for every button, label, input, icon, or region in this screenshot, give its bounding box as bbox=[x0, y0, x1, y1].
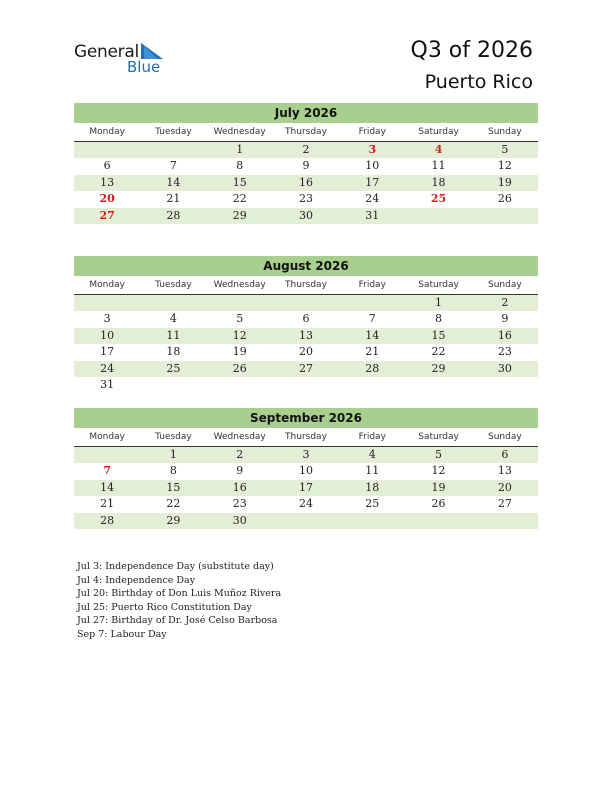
weekday-header-row bbox=[74, 124, 538, 142]
weekday-label: Saturday bbox=[418, 127, 459, 137]
day-cell: 3 bbox=[302, 448, 310, 461]
day-cell: 13 bbox=[100, 175, 115, 189]
weekday-label: Wednesday bbox=[213, 280, 266, 290]
weekday-label: Tuesday bbox=[155, 280, 192, 290]
day-cell: 12 bbox=[232, 328, 247, 342]
logo-blue-text: Blue bbox=[127, 58, 161, 76]
day-cell: 2 bbox=[501, 296, 509, 309]
weekday-label: Monday bbox=[89, 127, 125, 137]
holiday-item: Sep 7: Labour Day bbox=[77, 628, 167, 640]
day-cell bbox=[273, 377, 339, 393]
week-row bbox=[74, 480, 538, 496]
day-cell: 7 bbox=[103, 464, 111, 478]
month-september bbox=[74, 408, 538, 529]
weekday-label: Tuesday bbox=[155, 432, 192, 442]
day-cell: 24 bbox=[298, 497, 313, 511]
day-cell: 22 bbox=[431, 345, 446, 359]
weekday-label: Sunday bbox=[487, 280, 522, 290]
day-cell: 7 bbox=[368, 312, 376, 326]
week-row bbox=[74, 142, 538, 158]
month-title: August 2026 bbox=[74, 256, 538, 276]
day-cell: 22 bbox=[232, 192, 247, 206]
day-cell: 28 bbox=[365, 361, 380, 375]
day-cell: 16 bbox=[232, 480, 247, 494]
day-cell bbox=[140, 377, 206, 393]
day-cell: 25 bbox=[365, 497, 380, 511]
day-cell: 22 bbox=[166, 497, 181, 511]
day-cell: 18 bbox=[365, 480, 380, 494]
holiday-item: Jul 27: Birthday of Dr. José Celso Barbosa bbox=[77, 615, 278, 626]
day-cell: 13 bbox=[298, 328, 313, 342]
day-cell: 26 bbox=[431, 497, 446, 511]
day-cell: 10 bbox=[298, 464, 313, 478]
weekday-label: Wednesday bbox=[213, 432, 266, 442]
day-cell: 11 bbox=[365, 464, 380, 478]
day-cell: 4 bbox=[368, 448, 376, 461]
holiday-list bbox=[77, 560, 281, 641]
day-cell: 24 bbox=[365, 192, 380, 206]
day-cell: 6 bbox=[501, 448, 509, 461]
day-cell: 5 bbox=[501, 143, 509, 156]
holiday-item: Jul 3: Independence Day (substitute day) bbox=[77, 561, 274, 572]
day-cell bbox=[405, 377, 471, 393]
day-cell: 17 bbox=[100, 345, 115, 359]
day-cell: 1 bbox=[169, 448, 177, 461]
day-cell: 20 bbox=[298, 345, 313, 359]
weekday-label: Friday bbox=[358, 127, 386, 137]
day-cell: 1 bbox=[236, 143, 244, 156]
day-cell: 14 bbox=[365, 328, 380, 342]
day-cell: 12 bbox=[431, 464, 446, 478]
day-cell: 15 bbox=[431, 328, 446, 342]
day-cell: 5 bbox=[435, 448, 443, 461]
day-cell: 30 bbox=[298, 208, 313, 222]
weekday-header-row bbox=[74, 429, 538, 447]
week-row bbox=[74, 447, 538, 463]
week-row bbox=[74, 191, 538, 207]
day-cell bbox=[405, 208, 471, 224]
day-cell bbox=[339, 377, 405, 393]
day-cell: 25 bbox=[430, 192, 447, 206]
day-cell: 6 bbox=[103, 159, 111, 173]
day-cell: 18 bbox=[166, 345, 181, 359]
week-row bbox=[74, 158, 538, 174]
day-cell: 11 bbox=[431, 159, 446, 173]
day-cell: 14 bbox=[166, 175, 181, 189]
week-row bbox=[74, 361, 538, 377]
month-title: July 2026 bbox=[74, 103, 538, 123]
weekday-label: Friday bbox=[358, 432, 386, 442]
day-cell: 28 bbox=[100, 513, 115, 527]
day-cell bbox=[273, 295, 339, 311]
day-cell bbox=[140, 295, 206, 311]
day-cell: 30 bbox=[497, 361, 512, 375]
week-row bbox=[74, 328, 538, 344]
day-cell: 9 bbox=[302, 159, 310, 173]
day-cell: 8 bbox=[236, 159, 244, 173]
day-cell bbox=[207, 377, 273, 393]
day-cell bbox=[472, 208, 538, 224]
day-cell bbox=[405, 513, 471, 529]
logo-triangle-icon bbox=[141, 43, 163, 59]
month-august bbox=[74, 256, 538, 393]
day-cell: 20 bbox=[497, 480, 512, 494]
day-cell: 19 bbox=[431, 480, 446, 494]
day-cell bbox=[140, 142, 206, 158]
day-cell: 14 bbox=[100, 480, 115, 494]
day-cell: 17 bbox=[298, 480, 313, 494]
day-cell: 19 bbox=[497, 175, 512, 189]
weekday-label: Monday bbox=[89, 280, 125, 290]
day-cell: 31 bbox=[365, 208, 380, 222]
day-cell: 29 bbox=[431, 361, 446, 375]
day-cell: 18 bbox=[431, 175, 446, 189]
weekday-label: Monday bbox=[89, 432, 125, 442]
day-cell: 26 bbox=[232, 361, 247, 375]
day-cell bbox=[339, 513, 405, 529]
month-july bbox=[74, 103, 538, 224]
page-title: Q3 of 2026 bbox=[410, 38, 533, 63]
weekday-label: Thursday bbox=[285, 432, 327, 442]
day-cell: 27 bbox=[497, 497, 512, 511]
week-row bbox=[74, 295, 538, 311]
day-cell: 23 bbox=[232, 497, 247, 511]
week-row bbox=[74, 344, 538, 360]
week-row bbox=[74, 463, 538, 479]
holiday-item: Jul 25: Puerto Rico Constitution Day bbox=[77, 601, 252, 613]
day-cell: 17 bbox=[365, 175, 380, 189]
weekday-label: Wednesday bbox=[213, 127, 266, 137]
day-cell: 9 bbox=[501, 312, 509, 326]
day-cell: 19 bbox=[232, 345, 247, 359]
day-cell: 2 bbox=[302, 143, 310, 156]
day-cell: 21 bbox=[166, 192, 181, 206]
day-cell: 12 bbox=[497, 159, 512, 173]
day-cell: 13 bbox=[497, 464, 512, 478]
month-title: September 2026 bbox=[74, 408, 538, 428]
day-cell bbox=[207, 295, 273, 311]
day-cell bbox=[273, 513, 339, 529]
generalblue-logo bbox=[74, 42, 174, 78]
day-cell: 3 bbox=[103, 312, 111, 326]
day-cell: 30 bbox=[232, 513, 247, 527]
day-cell: 27 bbox=[298, 361, 313, 375]
logo-general-text: General bbox=[74, 42, 139, 62]
day-cell: 29 bbox=[232, 208, 247, 222]
day-cell: 27 bbox=[99, 208, 115, 222]
week-row bbox=[74, 311, 538, 327]
day-cell: 5 bbox=[236, 312, 244, 326]
week-row bbox=[74, 377, 538, 393]
week-row bbox=[74, 513, 538, 529]
weekday-header-row bbox=[74, 277, 538, 295]
day-cell: 25 bbox=[166, 361, 181, 375]
weekday-label: Saturday bbox=[418, 432, 459, 442]
week-row bbox=[74, 208, 538, 224]
day-cell: 29 bbox=[166, 513, 181, 527]
day-cell: 2 bbox=[236, 448, 244, 461]
weekday-label: Tuesday bbox=[155, 127, 192, 137]
day-cell bbox=[74, 447, 140, 463]
day-cell: 10 bbox=[365, 159, 380, 173]
holiday-item: Jul 4: Independence Day bbox=[77, 574, 196, 586]
week-row bbox=[74, 496, 538, 512]
day-cell bbox=[74, 295, 140, 311]
day-cell: 10 bbox=[100, 328, 115, 342]
day-cell: 8 bbox=[435, 312, 443, 326]
day-cell: 7 bbox=[169, 159, 177, 173]
day-cell: 23 bbox=[298, 192, 313, 206]
day-cell: 15 bbox=[166, 480, 181, 494]
day-cell: 21 bbox=[365, 345, 380, 359]
day-cell: 9 bbox=[236, 464, 244, 478]
day-cell: 3 bbox=[368, 143, 377, 156]
day-cell bbox=[74, 142, 140, 158]
day-cell: 26 bbox=[497, 192, 512, 206]
day-cell: 8 bbox=[169, 464, 177, 478]
day-cell: 23 bbox=[497, 345, 512, 359]
day-cell: 16 bbox=[497, 328, 512, 342]
day-cell: 31 bbox=[100, 377, 115, 391]
holiday-item: Jul 20: Birthday of Don Luis Muñoz Rivera bbox=[77, 588, 282, 599]
weekday-label: Friday bbox=[358, 280, 386, 290]
day-cell: 20 bbox=[99, 192, 115, 206]
day-cell: 24 bbox=[100, 361, 115, 375]
day-cell: 15 bbox=[232, 175, 247, 189]
day-cell: 16 bbox=[298, 175, 313, 189]
weekday-label: Thursday bbox=[285, 280, 327, 290]
day-cell: 4 bbox=[169, 312, 177, 326]
page-subtitle: Puerto Rico bbox=[424, 71, 533, 93]
day-cell: 4 bbox=[434, 143, 443, 156]
day-cell: 11 bbox=[166, 328, 181, 342]
week-row bbox=[74, 175, 538, 191]
day-cell: 21 bbox=[100, 497, 115, 511]
day-cell: 6 bbox=[302, 312, 310, 326]
day-cell: 28 bbox=[166, 208, 181, 222]
weekday-label: Sunday bbox=[487, 432, 522, 442]
weekday-label: Thursday bbox=[285, 127, 327, 137]
day-cell: 1 bbox=[435, 296, 443, 309]
weekday-label: Sunday bbox=[487, 127, 522, 137]
weekday-label: Saturday bbox=[418, 280, 459, 290]
day-cell bbox=[339, 295, 405, 311]
day-cell bbox=[472, 513, 538, 529]
day-cell bbox=[472, 377, 538, 393]
